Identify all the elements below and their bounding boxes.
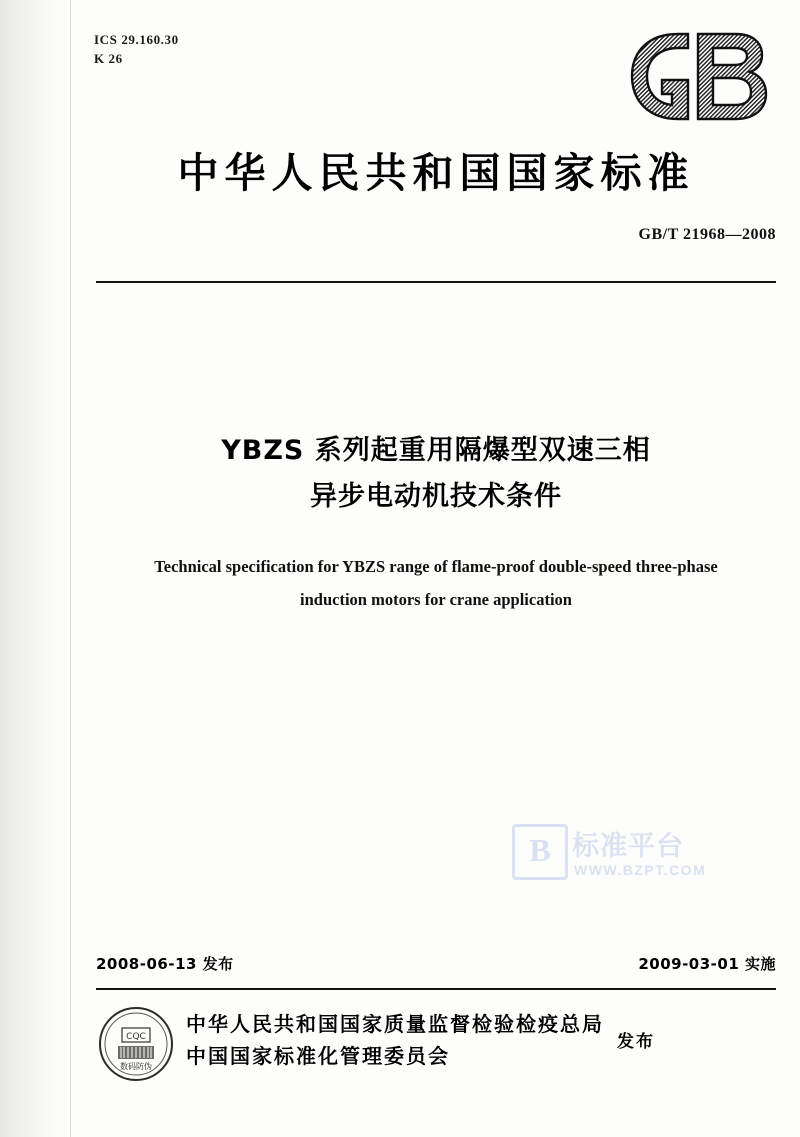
national-standard-title: 中华人民共和国国家标准 (177, 149, 695, 197)
ics-code: ICS 29.160.30 (94, 32, 179, 47)
issuing-authority (186, 1008, 604, 1072)
ics-classification (94, 30, 179, 68)
watermark-url: WWW.BZPT.COM (574, 862, 707, 878)
footer-divider (96, 988, 776, 990)
issuing-authority-line2: 中国国家标准化管理委员会 (186, 1044, 450, 1068)
standard-number: GB/T 21968—2008 (638, 226, 776, 243)
gb-logo-icon (618, 22, 778, 130)
svg-text:CQC: CQC (126, 1032, 146, 1042)
header-divider (96, 281, 776, 283)
document-title-en-line2: induction motors for crane application (300, 590, 572, 609)
document-title-cn-line1: YBZS 系列起重用隔爆型双速三相 (221, 435, 651, 466)
document-title-en-line1: Technical specification for YBZS range of flame-proof double-speed three-phase (154, 557, 718, 576)
page-edge-line (70, 0, 71, 1137)
page-binding-edge (0, 0, 72, 1137)
document-title-en (72, 550, 800, 616)
authenticity-seal-icon (98, 1006, 174, 1082)
document-title-cn (72, 428, 800, 520)
watermark-badge-icon: B (512, 824, 568, 880)
svg-text:数码防伪: 数码防伪 (120, 1062, 152, 1071)
issuing-authority-line1: 中华人民共和国国家质量监督检验检疫总局 (186, 1012, 604, 1036)
page-content (72, 0, 800, 1137)
watermark (512, 822, 772, 894)
implement-date: 2009-03-01 实施 (638, 955, 776, 973)
ccs-code: K 26 (94, 51, 123, 66)
watermark-text: 标准平台 (572, 831, 684, 862)
issue-label: 发布 (617, 1032, 655, 1052)
publish-date: 2008-06-13 发布 (96, 955, 234, 973)
document-title-cn-line2: 异步电动机技术条件 (310, 481, 562, 512)
